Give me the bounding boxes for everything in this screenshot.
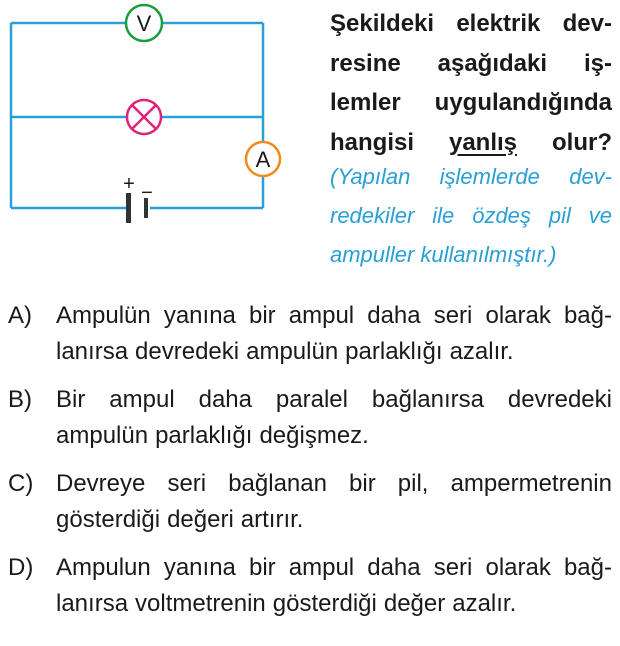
option-line <box>56 334 612 370</box>
question-line: lemler uygulandığında <box>330 89 612 116</box>
option-line <box>56 418 612 454</box>
option-word: ampulün <box>246 338 339 365</box>
option-line <box>56 586 612 622</box>
option-word: Devreye <box>56 470 146 497</box>
option-word: Ampulün <box>56 302 151 329</box>
option-word: ampul <box>288 302 355 329</box>
option-word: bir <box>248 554 276 581</box>
option-line <box>56 298 612 334</box>
option-word: bağlanan <box>228 470 327 497</box>
option-word: bir <box>248 302 276 329</box>
option-word: lanırsa <box>56 590 129 617</box>
option-word: değer <box>383 590 446 617</box>
option-letter: B) <box>8 386 32 413</box>
option-word: gösterdiği <box>272 590 377 617</box>
voltmeter-icon <box>126 5 162 41</box>
option-word: parlaklığı <box>155 422 253 449</box>
note-line: redekiler ile özdeş pil ve <box>330 203 612 228</box>
option-word: paralel <box>275 386 348 413</box>
question-line: Şekildeki elektrik dev- <box>330 10 612 37</box>
answer-option[interactable] <box>8 550 612 622</box>
battery-icon <box>123 173 153 223</box>
option-word: değişmez. <box>259 422 369 449</box>
option-text <box>56 550 612 622</box>
voltmeter-label: V <box>136 11 152 36</box>
option-word: voltmetrenin <box>135 590 266 617</box>
option-word: olarak <box>485 554 551 581</box>
option-word: azalır. <box>452 590 517 617</box>
option-word: seri <box>433 302 473 329</box>
battery-minus-sign: − <box>141 182 153 204</box>
question-line: hangisi yanlış olur? <box>330 123 612 163</box>
option-word: değeri <box>167 506 234 533</box>
option-word: devredeki <box>135 338 240 365</box>
answer-options <box>8 298 612 634</box>
option-word: seri <box>167 470 207 497</box>
option-word: bir <box>349 470 376 497</box>
question-line: resine aşağıdaki iş- <box>330 49 612 77</box>
option-line <box>56 550 612 586</box>
note-line: (Yapılan işlemlerde dev- <box>330 164 612 189</box>
option-letter: D) <box>8 554 34 581</box>
option-line <box>56 502 612 538</box>
option-word: ampulün <box>56 422 149 449</box>
lamp-icon <box>127 100 161 134</box>
option-word: gösterdiği <box>56 506 161 533</box>
option-word: olarak <box>485 302 551 329</box>
option-letter: C) <box>8 470 34 497</box>
option-word: devredeki <box>507 386 612 413</box>
option-word: lanırsa <box>56 338 129 365</box>
option-word: artırır. <box>240 506 304 533</box>
option-word: azalır. <box>449 338 514 365</box>
question-text <box>330 4 612 162</box>
answer-option[interactable] <box>8 382 612 454</box>
option-word: ampul <box>288 554 355 581</box>
note-line: ampuller kullanılmıştır.) <box>330 242 557 267</box>
option-word: daha <box>367 554 421 581</box>
option-letter: A) <box>8 302 32 329</box>
option-word: yanına <box>163 554 236 581</box>
emphasis-wrong: yanlış <box>448 128 518 156</box>
option-word: bağ- <box>563 302 612 329</box>
option-line <box>56 466 612 502</box>
option-text <box>56 466 612 538</box>
option-line <box>56 382 612 418</box>
ammeter-icon <box>246 142 280 176</box>
option-word: yanına <box>163 302 236 329</box>
battery-plus-sign: + <box>123 173 135 195</box>
answer-option[interactable] <box>8 298 612 370</box>
option-word: bağlanırsa <box>371 386 484 413</box>
option-word: seri <box>433 554 473 581</box>
option-word: daha <box>367 302 421 329</box>
ammeter-label: A <box>255 147 271 172</box>
option-word: parlaklığı <box>345 338 443 365</box>
option-word: daha <box>198 386 252 413</box>
option-word: bağ- <box>563 554 612 581</box>
option-text <box>56 382 612 454</box>
answer-option[interactable] <box>8 466 612 538</box>
option-word: pil, <box>397 470 429 497</box>
option-word: ampul <box>109 386 175 413</box>
circuit-diagram <box>0 0 300 250</box>
note-text <box>330 157 612 274</box>
option-text <box>56 298 612 370</box>
option-word: Ampulun <box>56 554 151 581</box>
option-word: Bir <box>56 386 86 413</box>
option-word: ampermetrenin <box>450 470 612 497</box>
